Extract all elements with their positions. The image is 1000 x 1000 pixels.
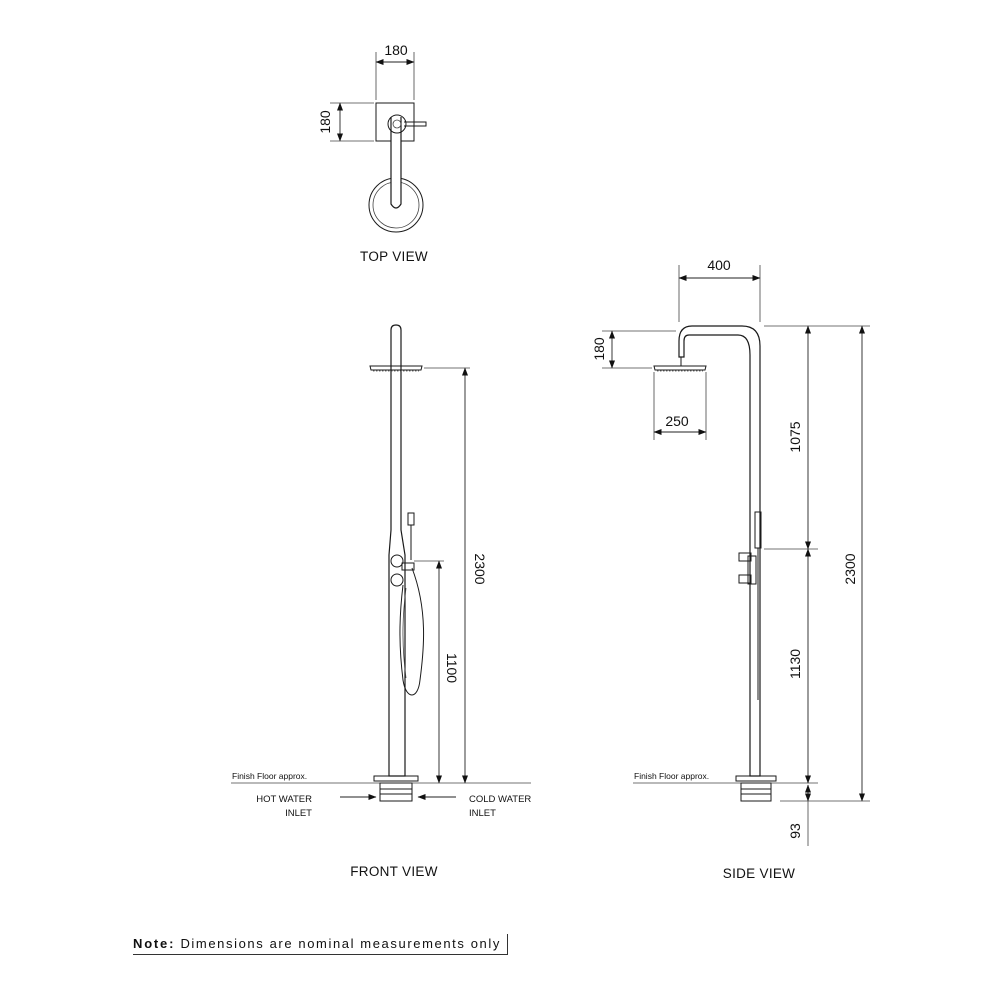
cold-water-inlet-line1: COLD WATER: [469, 794, 532, 805]
side-view-title: SIDE VIEW: [722, 866, 796, 881]
top-view-arm: [391, 117, 401, 208]
side-below-floor-dim: 93: [787, 823, 803, 839]
hot-water-inlet-line2: INLET: [285, 808, 312, 819]
front-view-hand-shower: [408, 513, 414, 525]
top-height-dim: 180: [317, 110, 333, 134]
top-view-title: TOP VIEW: [360, 249, 428, 264]
side-finish-floor-label: Finish Floor approx.: [634, 771, 710, 781]
note-label: Note:: [133, 936, 176, 951]
front-overall-height-dim: 2300: [472, 553, 488, 585]
note-box: [133, 934, 508, 955]
front-mixer-height-dim: 1100: [444, 652, 460, 684]
side-view-shower-head: [654, 366, 706, 370]
front-view: [231, 325, 531, 879]
cold-water-inlet-line2: INLET: [469, 808, 496, 819]
front-finish-floor-label: Finish Floor approx.: [232, 771, 308, 781]
side-overall-height-dim: 2300: [842, 553, 858, 585]
top-view: [317, 42, 428, 264]
side-head-diameter-dim: 250: [665, 413, 689, 429]
side-view: [591, 257, 870, 881]
front-view-column: [389, 325, 405, 776]
side-arm-reach-dim: 400: [707, 257, 731, 273]
hot-water-inlet-line1: HOT WATER: [256, 794, 312, 805]
side-lower-dim: 1130: [787, 648, 803, 680]
top-width-dim: 180: [384, 42, 408, 58]
side-view-column: [679, 326, 760, 776]
side-head-drop-dim: 180: [591, 337, 607, 361]
note-text: Dimensions are nominal measurements only: [180, 936, 501, 951]
front-view-title: FRONT VIEW: [350, 864, 438, 879]
side-upper-dim: 1075: [787, 421, 803, 453]
